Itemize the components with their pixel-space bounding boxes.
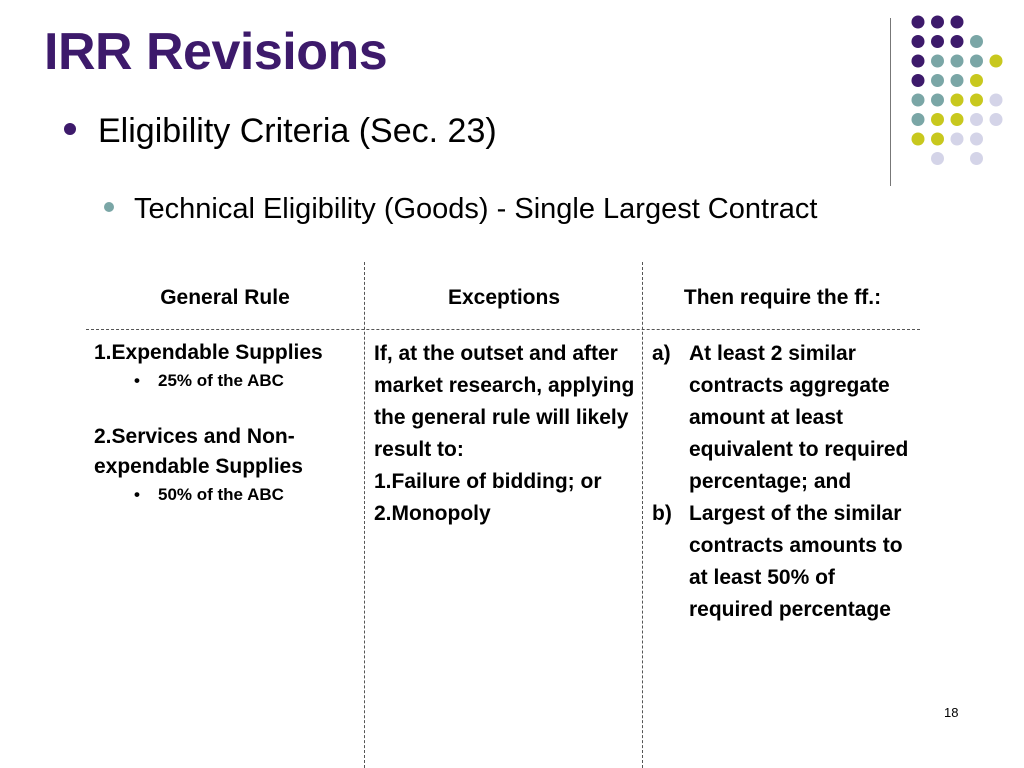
decorative-dot-grid	[0, 0, 1024, 200]
decorative-dot	[951, 55, 964, 68]
decorative-dot	[970, 94, 983, 107]
header-general-rule: General Rule	[160, 286, 290, 309]
bullet-eligibility-text: Eligibility Criteria (Sec. 23)	[98, 112, 497, 150]
exceptions-item-2: 2.Monopoly	[374, 502, 491, 525]
requirement-a-text: At least 2 similar contracts aggregate amount at least equivalent to required percentage; and	[689, 342, 909, 493]
decorative-dot	[951, 35, 964, 48]
decorative-dot	[931, 133, 944, 146]
decorative-dot	[951, 16, 964, 29]
decorative-dot	[912, 133, 925, 146]
sub-bullet-dot-icon	[104, 202, 114, 212]
decorative-dot	[912, 113, 925, 126]
requirement-a	[652, 338, 914, 498]
bullet-technical-eligibility	[104, 193, 817, 226]
decorative-dot	[970, 74, 983, 87]
bullet-eligibility-criteria	[64, 112, 497, 151]
exceptions-cell	[374, 338, 636, 530]
table-column-divider-2	[642, 262, 643, 768]
decorative-dot	[970, 133, 983, 146]
decorative-dot	[951, 133, 964, 146]
bullet-technical-text: Technical Eligibility (Goods) - Single Largest Contract	[134, 193, 818, 225]
requirement-b-label: b)	[652, 502, 672, 525]
decorative-dot	[951, 74, 964, 87]
decorative-dot	[912, 55, 925, 68]
page-number: 18	[944, 705, 959, 720]
decorative-dot	[931, 74, 944, 87]
decorative-dot	[912, 16, 925, 29]
decorative-dot	[931, 113, 944, 126]
decorative-dot	[951, 113, 964, 126]
general-rule-item-2-sub: • 50% of the ABC	[94, 482, 359, 508]
general-rule-item-1: 1.Expendable Supplies	[94, 341, 323, 364]
title-divider-line	[890, 18, 891, 186]
decorative-dot	[912, 94, 925, 107]
decorative-dot	[990, 55, 1003, 68]
decorative-dot	[931, 94, 944, 107]
small-bullet-icon: •	[134, 371, 140, 390]
general-rule-cell	[94, 338, 359, 508]
small-bullet-icon: •	[134, 485, 140, 504]
general-rule-item-1-sub: • 25% of the ABC	[94, 368, 359, 394]
decorative-dot	[931, 35, 944, 48]
decorative-dot	[990, 94, 1003, 107]
general-rule-item-2: 2.Services and Non-expendable Supplies	[94, 425, 303, 478]
header-requirements: Then require the ff.:	[683, 286, 882, 309]
requirement-a-label: a)	[652, 342, 671, 365]
requirement-b	[652, 498, 914, 626]
header-exceptions: Exceptions	[447, 286, 561, 309]
decorative-dot	[931, 152, 944, 165]
slide-title: IRR Revisions	[44, 23, 388, 81]
decorative-dot	[970, 35, 983, 48]
exceptions-intro: If, at the outset and after market research, applying the general rule will likely result to:	[374, 342, 635, 461]
table-column-divider-1	[364, 262, 365, 768]
exceptions-item-1: 1.Failure of bidding; or	[374, 470, 602, 493]
decorative-dot	[931, 55, 944, 68]
requirement-b-text: Largest of the similar contracts amounts to at least 50% of required percentage	[689, 502, 903, 621]
decorative-dot	[970, 113, 983, 126]
decorative-dot	[912, 74, 925, 87]
decorative-dot	[951, 94, 964, 107]
requirements-cell	[652, 338, 914, 626]
decorative-dot	[970, 55, 983, 68]
table-header-divider	[86, 329, 920, 330]
decorative-dot	[912, 35, 925, 48]
decorative-dot	[990, 113, 1003, 126]
decorative-dot	[970, 152, 983, 165]
decorative-dot	[931, 16, 944, 29]
bullet-dot-icon	[64, 123, 76, 135]
